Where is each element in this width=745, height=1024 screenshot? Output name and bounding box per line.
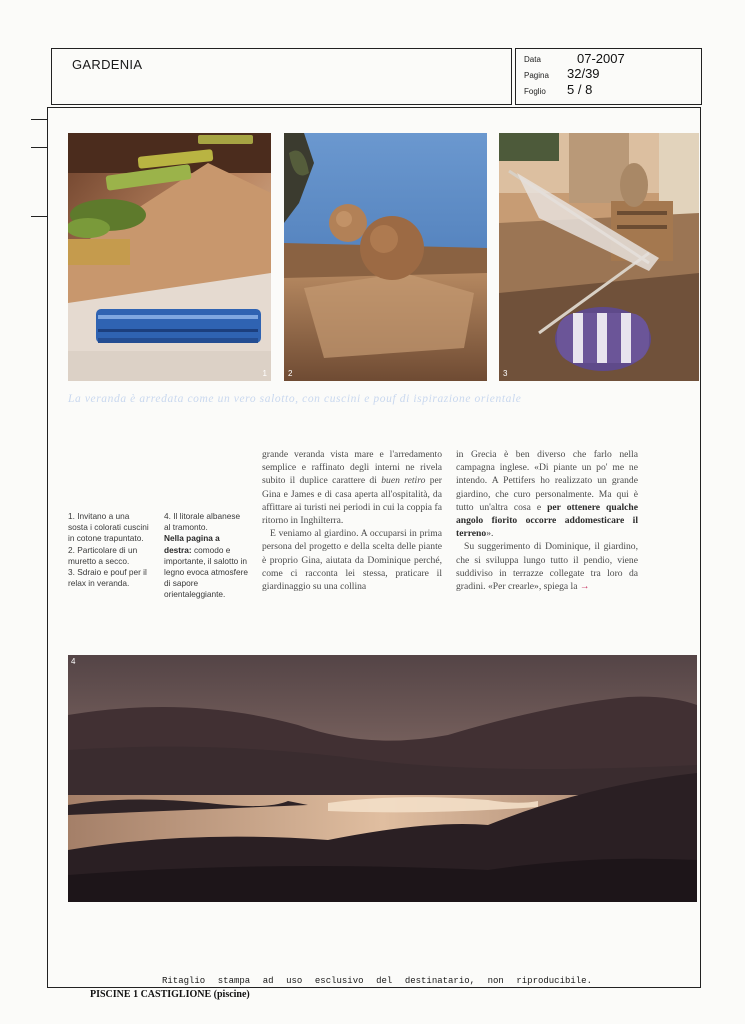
article-paragraph xyxy=(456,540,638,593)
note-item xyxy=(164,533,248,600)
note-item: 4. Il litorale albanese al tramonto. xyxy=(164,511,241,533)
margin-tick xyxy=(31,119,47,120)
footer-word: stampa xyxy=(217,976,251,986)
article-text: in Grecia è ben diverso che farlo nella campagna inglese. «Di piante un po' me ne intendo. A Pettifers ho realizzato un grande giardino, che curo personalmente. Ma qui è tutto un'altra cosa e xyxy=(456,449,638,513)
article-column-1 xyxy=(262,448,442,593)
footer-word: riproducibile. xyxy=(516,976,592,986)
margin-tick xyxy=(31,147,47,148)
footer-word: ad xyxy=(262,976,274,986)
photo-number: 4 xyxy=(71,657,76,666)
margin-tick xyxy=(31,216,47,217)
footer-word: uso xyxy=(286,976,303,986)
sheet-value: 5 / 8 xyxy=(567,82,593,97)
notes-left xyxy=(68,511,150,589)
photo-stone-spheres xyxy=(284,133,487,381)
article-paragraph xyxy=(262,448,442,527)
article-paragraph: E veniamo al giardino. A occuparsi in prima persona del progetto e della scelta delle piante è proprio Gina, aiutata da Dominique perché, come ci racconta lei stessa, praticare il giardinaggio su una collina xyxy=(262,528,442,593)
footer-word: del xyxy=(376,976,393,986)
article-text: per Gina e James e di casa aperta all'ospitalità, da affittare ai turisti nei periodi in cui la coppia fa ritorno in Inghilterra. xyxy=(262,475,442,527)
notes-right xyxy=(164,511,248,601)
photo-number: 3 xyxy=(503,369,508,378)
footer-word: destinatario, xyxy=(404,976,476,986)
photo-number: 2 xyxy=(288,369,293,378)
date-value: 07-2007 xyxy=(577,51,625,66)
continue-arrow-icon: → xyxy=(579,581,590,593)
photo-veranda xyxy=(499,133,699,381)
footer-word: non xyxy=(487,976,504,986)
note-item: 3. Sdraio e pouf per il relax in veranda. xyxy=(68,567,147,589)
article-text: grande veranda vista mare e l'arredamento semplice e raffinato degli interni ne rivela subito il duplice carattere di xyxy=(262,449,442,487)
note-item: 2. Particolare di un muretto a secco. xyxy=(68,544,138,566)
page-label: Pagina xyxy=(524,71,549,80)
sheet-label: Foglio xyxy=(524,87,546,96)
article-paragraph xyxy=(456,448,638,540)
publication-title: GARDENIA xyxy=(72,57,143,72)
footer-word: esclusivo xyxy=(314,976,364,986)
note-item: 1. Invitano a una sosta i colorati cuscini in cotone trapuntato. xyxy=(68,511,149,544)
date-label: Data xyxy=(524,55,541,64)
article-text: ». xyxy=(486,528,494,540)
photo-sunset-coast xyxy=(68,655,697,902)
footer-word: Ritaglio xyxy=(162,976,206,986)
note-bold: Nella pagina a destra: xyxy=(164,533,220,555)
photo-cushions xyxy=(68,133,271,381)
article-column-2 xyxy=(456,448,638,593)
article-italic: buen retiro xyxy=(381,475,426,487)
article-text: Su suggerimento di Dominique, il giardino, che si sviluppa lungo tutto il pendio, viene suddiviso in terrazze collegate tra loro da gradini. «Per crearle», spiega la xyxy=(456,541,638,593)
page-value: 32/39 xyxy=(567,66,600,81)
footer-source: PISCINE 1 CASTIGLIONE (piscine) xyxy=(90,989,250,1000)
photo-number: 1 xyxy=(262,369,267,378)
note-text: comodo e importante, il salotto in legno evoca atmosfere di sapore orientaleggiante. xyxy=(164,544,248,600)
footer-disclaimer xyxy=(162,976,592,986)
article-bold: per ottenere qualche angolo fiorito occorre addomesticare il terreno xyxy=(456,501,639,540)
photo-caption: La veranda è arredata come un vero salotto, con cuscini e pouf di ispirazione orientale xyxy=(68,393,522,405)
